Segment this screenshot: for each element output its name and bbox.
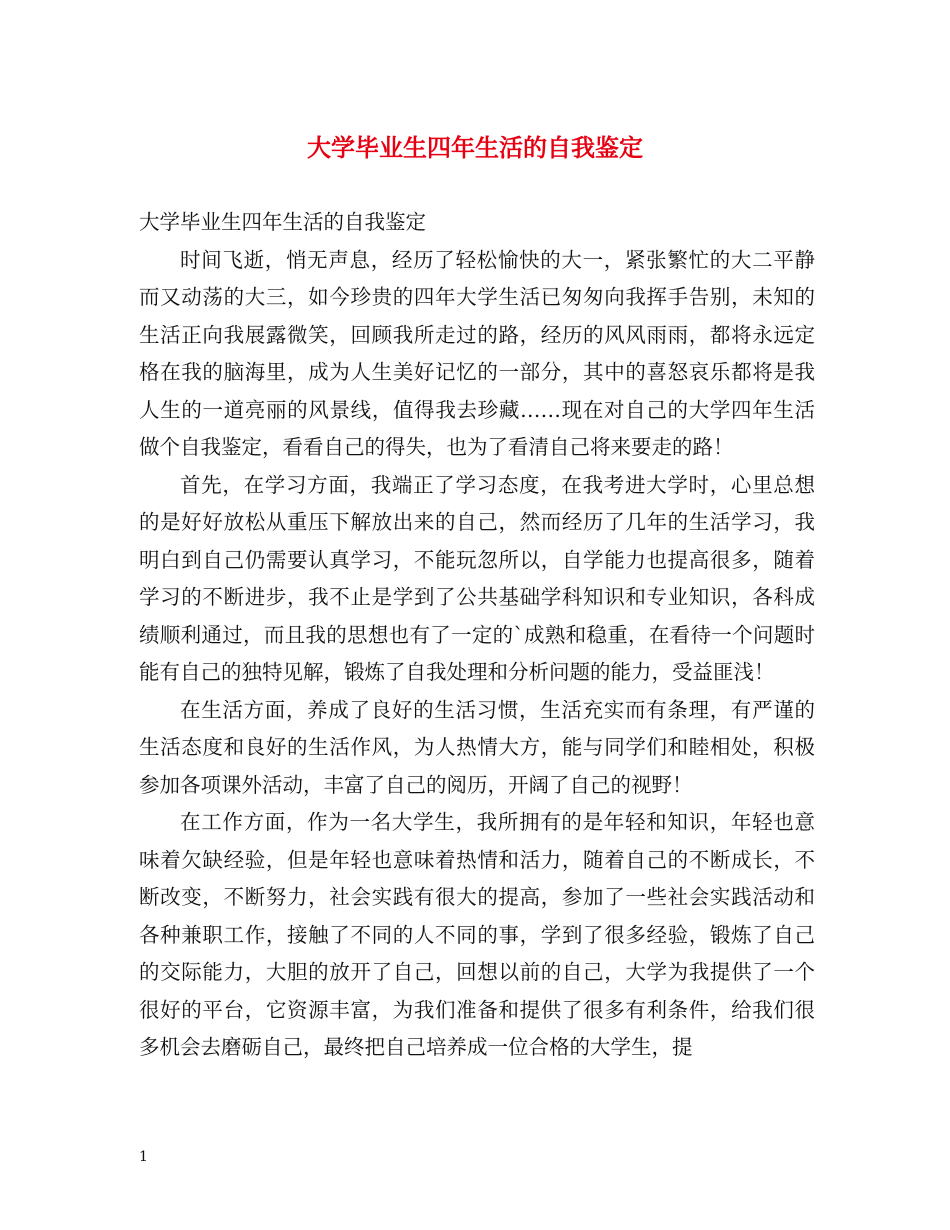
paragraph-study: 首先，在学习方面，我端正了学习态度，在我考进大学时，心里总想的是好好放松从重压下解放出来的自己，然而经历了几年的生活学习，我明白到自己仍需要认真学习，不能玩忽所以，自学能力也提高很多，随着学习的不断进步，我不止是学到了公共基础学科知识和专业知识，各科成绩顺利通过，而且我的思想也有了一定的`成熟和稳重，在看待一个问题时能有自己的独特见解，锻炼了自我处理和分析问题的能力，受益匪浅！ [139, 472, 815, 684]
document-title: 大学毕业生四年生活的自我鉴定 [307, 133, 643, 162]
paragraph-work: 在工作方面，作为一名大学生，我所拥有的是年轻和知识，年轻也意味着欠缺经验，但是年轻也意味着热情和活力，随着自己的不断成长，不断改变，不断努力，社会实践有很大的提高，参加了一些社会实践活动和各种兼职工作，接触了不同的人不同的事，学到了很多经验，锻炼了自己的交际能力，大胆的放开了自己，回想以前的自己，大学为我提供了一个很好的平台，它资源丰富，为我们准备和提供了很多有利条件，给我们很多机会去磨砺自己，最终把自己培养成一位合格的大学生，提 [139, 810, 815, 1059]
document-body [139, 204, 815, 1067]
document-subtitle: 大学毕业生四年生活的自我鉴定 [139, 210, 426, 234]
paragraph-intro: 时间飞逝，悄无声息，经历了轻松愉快的大一，紧张繁忙的大二平静而又动荡的大三，如今珍贵的四年大学生活已匆匆向我挥手告别，未知的生活正向我展露微笑，回顾我所走过的路，经历的风风雨雨，都将永远定格在我的脑海里，成为人生美好记忆的一部分，其中的喜怒哀乐都将是我人生的一道亮丽的风景线，值得我去珍藏……现在对自己的大学四年生活做个自我鉴定，看看自己的得失，也为了看清自己将来要走的路！ [139, 247, 815, 459]
paragraph-life: 在生活方面，养成了良好的生活习惯，生活充实而有条理，有严谨的生活态度和良好的生活作风，为人热情大方，能与同学们和睦相处，积极参加各项课外活动，丰富了自己的阅历，开阔了自己的视野！ [139, 697, 815, 797]
page-number: 1 [139, 1149, 148, 1165]
